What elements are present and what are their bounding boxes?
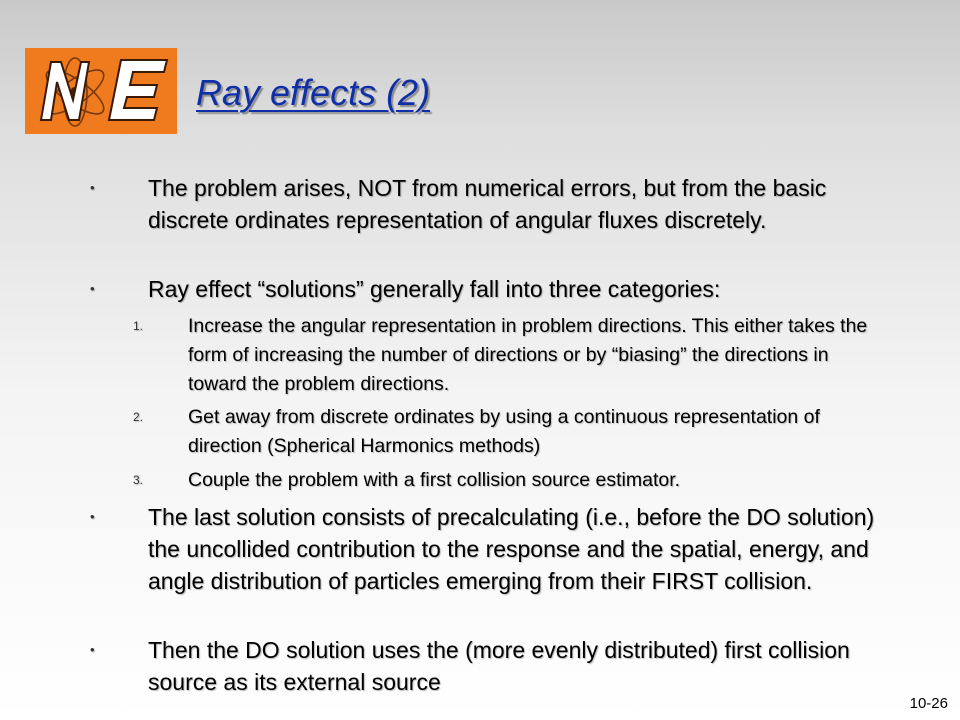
bullet-mark-icon: • (90, 642, 95, 657)
item-text: Couple the problem with a first collision source estimator. (188, 469, 681, 491)
bullet-text: Then the DO solution uses the (more evenly distributed) first collision source as its external source (148, 637, 850, 695)
bullet-mark-icon: • (90, 509, 95, 524)
bullet-item (90, 501, 880, 597)
bullet-text: The problem arises, NOT from numerical errors, but from the basic discrete ordinates representation of angular fluxes discretely. (148, 175, 827, 233)
bullet-mark-icon: • (90, 281, 95, 296)
item-number: 1. (133, 319, 144, 333)
item-number: 3. (133, 473, 144, 487)
bullet-text: Ray effect “solutions” generally fall into three categories: (148, 276, 721, 302)
numbered-item (133, 312, 883, 399)
atom-logo-icon (25, 48, 177, 134)
bullet-mark-icon: • (90, 180, 95, 195)
item-text: Increase the angular representation in problem directions. This either takes the form of increasing the number of directions or by “biasing” the directions in toward the problem directions. (188, 315, 868, 395)
numbered-item (133, 466, 883, 495)
bullet-text: The last solution consists of precalculating (i.e., before the DO solution) the uncollided contribution to the response and the spatial, energy, and angle distribution of particles emerging from their FIRST collision. (148, 504, 875, 594)
bullet-item (90, 172, 880, 236)
ne-logo (25, 48, 177, 134)
bullet-item (90, 273, 880, 305)
item-text: Get away from discrete ordinates by using a continuous representation of direction (Spherical Harmonics methods) (188, 406, 820, 457)
bullet-item (90, 634, 880, 698)
slide-title: Ray effects (2) (196, 72, 431, 113)
item-number: 2. (133, 410, 144, 424)
numbered-item (133, 403, 883, 461)
page-number: 10-26 (909, 695, 948, 712)
